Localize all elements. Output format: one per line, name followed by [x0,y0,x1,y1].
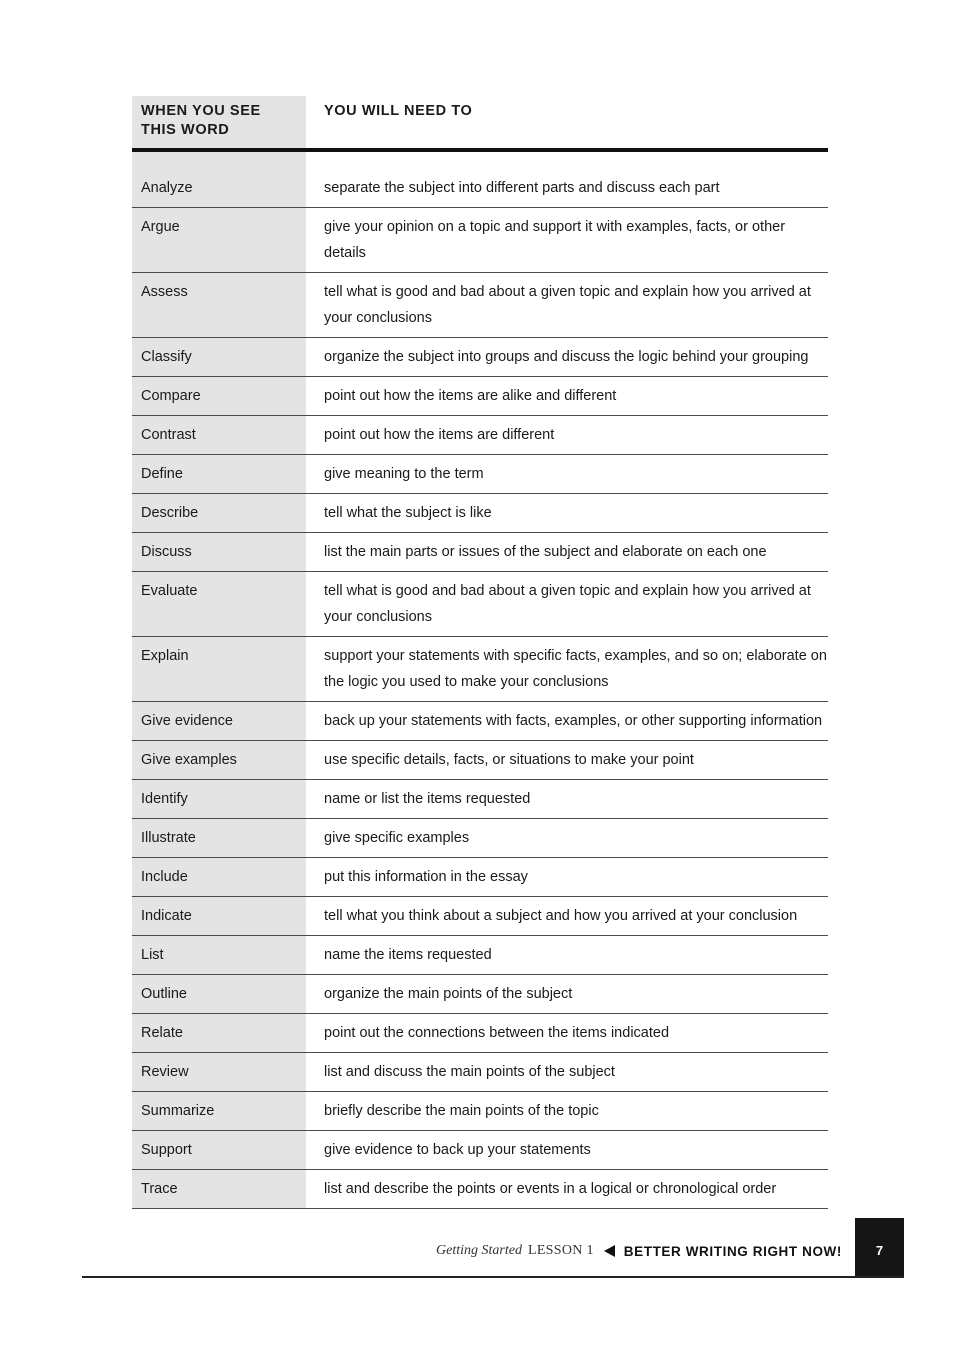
definition-cell: give evidence to back up your statements [324,1142,591,1158]
running-footer [436,1243,842,1259]
lesson-label: LESSON 1 [527,1243,594,1258]
definition-cell: support your statements with specific facts, examples, and so on; elaborate on the logic you used to make your conclusions [324,648,827,690]
definition-cell: point out how the items are alike and different [324,388,617,404]
term-cell: Summarize [132,1092,306,1130]
term-cell: Define [132,455,306,493]
table-row [132,416,828,455]
table-body [132,169,828,1209]
table-header [132,96,828,152]
definition-cell: point out the connections between the items indicated [324,1025,670,1041]
table-row [132,533,828,572]
term-cell: List [132,936,306,974]
definition-cell: tell what is good and bad about a given topic and explain how you arrived at your conclusions [324,583,811,625]
table-row [132,572,828,637]
table-row [132,455,828,494]
book-title: BETTER WRITING RIGHT NOW! [623,1243,842,1259]
term-cell: Explain [132,637,306,701]
header-line-2: THIS WORD [141,122,230,138]
term-cell: Illustrate [132,819,306,857]
table-row [132,637,828,702]
definition-cell: list and discuss the main points of the subject [324,1064,615,1080]
definition-cell: name the items requested [324,947,492,963]
term-cell: Include [132,858,306,896]
definition-cell: put this information in the essay [324,869,528,885]
footer-rule [82,1276,904,1278]
table-row [132,741,828,780]
left-triangle-icon [604,1245,615,1257]
section-name: Getting Started [436,1243,522,1258]
table-row [132,936,828,975]
definition-cell: point out how the items are different [324,427,555,443]
term-cell: Outline [132,975,306,1013]
definition-cell: list the main parts or issues of the subject and elaborate on each one [324,544,767,560]
definition-cell: organize the main points of the subject [324,986,573,1002]
table-row [132,975,828,1014]
table-row [132,1053,828,1092]
table-row [132,780,828,819]
table-row [132,1014,828,1053]
term-cell: Describe [132,494,306,532]
header-line-1: WHEN YOU SEE [141,103,261,119]
table-row [132,169,828,208]
term-cell: Contrast [132,416,306,454]
definition-cell: briefly describe the main points of the topic [324,1103,599,1119]
term-cell: Analyze [132,169,306,207]
table-row [132,208,828,273]
term-cell: Relate [132,1014,306,1052]
page-footer [82,1218,904,1278]
definition-cell: name or list the items requested [324,791,531,807]
table-row [132,338,828,377]
term-cell: Indicate [132,897,306,935]
term-cell: Support [132,1131,306,1169]
term-cell: Give examples [132,741,306,779]
table-row [132,494,828,533]
term-cell: Compare [132,377,306,415]
definition-cell: give your opinion on a topic and support it with examples, facts, or other details [324,219,786,261]
key-words-table [132,96,828,1209]
definition-cell: give meaning to the term [324,466,484,482]
term-cell: Identify [132,780,306,818]
definition-cell: back up your statements with facts, examples, or other supporting information [324,713,823,729]
page-number: 7 [875,1243,884,1258]
table-row [132,819,828,858]
definition-cell: tell what is good and bad about a given topic and explain how you arrived at your conclusions [324,284,811,326]
table-row [132,858,828,897]
term-cell: Classify [132,338,306,376]
term-cell: Trace [132,1170,306,1208]
definition-cell: tell what the subject is like [324,505,492,521]
definition-cell: list and describe the points or events in a logical or chronological order [324,1181,777,1197]
table-row [132,1131,828,1170]
header-you-will-need-to: YOU WILL NEED TO [324,103,473,119]
definition-cell: tell what you think about a subject and how you arrived at your conclusion [324,908,798,924]
header-when-you-see [132,96,306,148]
definition-cell: organize the subject into groups and discuss the logic behind your grouping [324,349,809,365]
term-cell: Evaluate [132,572,306,636]
term-cell: Discuss [132,533,306,571]
table-row [132,273,828,338]
term-cell: Review [132,1053,306,1091]
table-row [132,1170,828,1209]
term-cell: Argue [132,208,306,272]
table-row [132,1092,828,1131]
table-row [132,702,828,741]
definition-cell: use specific details, facts, or situations to make your point [324,752,694,768]
definition-cell: separate the subject into different parts and discuss each part [324,180,720,196]
definition-cell: give specific examples [324,830,470,846]
term-cell: Assess [132,273,306,337]
table-row [132,897,828,936]
term-cell: Give evidence [132,702,306,740]
table-row [132,377,828,416]
